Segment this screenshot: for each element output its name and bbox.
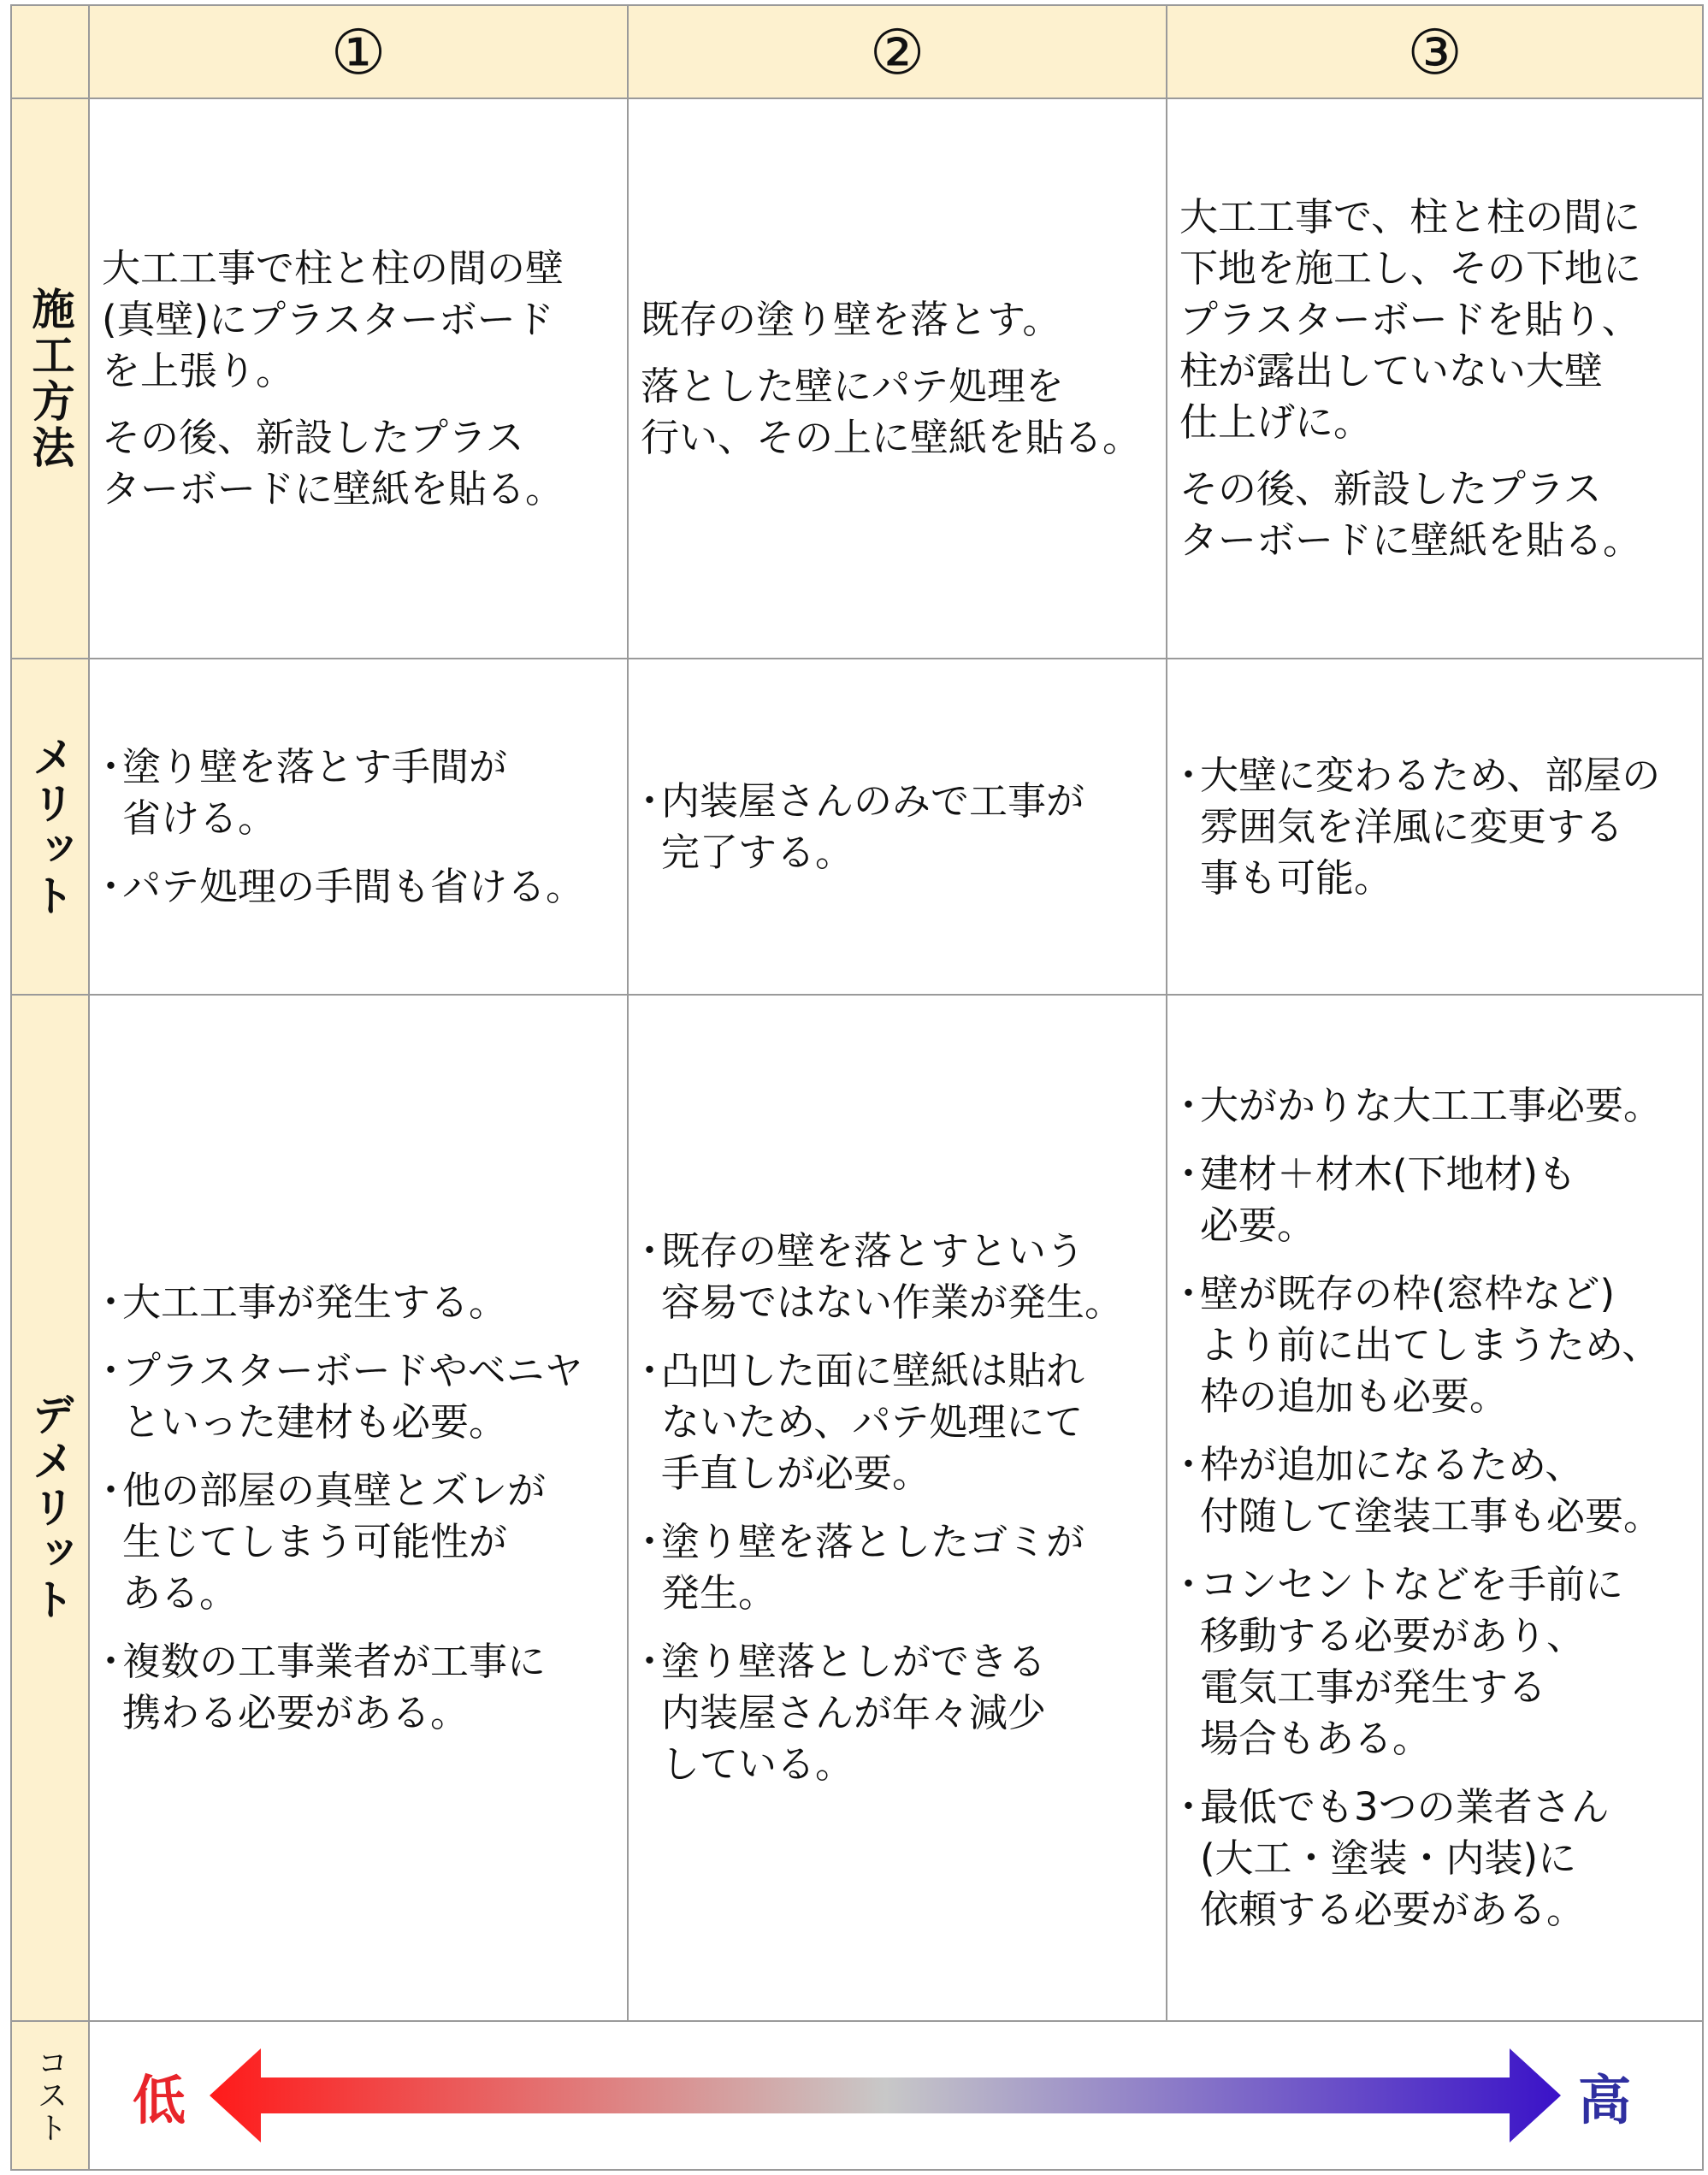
row-header-demerit-label: デメリット bbox=[25, 1392, 75, 1623]
row-header-method-label: 施工方法 bbox=[25, 286, 75, 471]
column-header-2 bbox=[629, 4, 1167, 99]
method-cell-2 bbox=[629, 99, 1167, 659]
merit-cell-1 bbox=[90, 659, 629, 996]
method-text: 落とした壁にパテ処理を 行い、その上に壁紙を貼る。 bbox=[641, 363, 1142, 460]
method-text: 大工工事で、柱と柱の間に 下地を施工し、その下地に プラスターボードを貼り、 柱が露出していない大壁 仕上げに。 bbox=[1179, 193, 1642, 445]
merit-cell-2 bbox=[629, 659, 1167, 996]
merit-cell-3 bbox=[1167, 659, 1704, 996]
demerit-item: ・ コンセントなどを手前に 移動する必要があり、 電気工事が発生する 場合もある。 bbox=[1179, 1559, 1702, 1764]
row-header-merit bbox=[10, 659, 90, 996]
row-header-merit-label: メリット bbox=[25, 734, 75, 919]
row-header-cost-label: コスト bbox=[33, 2047, 68, 2144]
method-text: その後、新設したプラス ターボードに壁紙を貼る。 bbox=[102, 414, 564, 511]
column-header-2-label: ② bbox=[869, 15, 925, 88]
demerit-item: ・ 他の部屋の真壁とズレが 生じてしまう可能性が ある。 bbox=[102, 1465, 627, 1619]
demerit-item: ・ 複数の工事業者が工事に 携わる必要がある。 bbox=[102, 1636, 627, 1739]
cost-scale bbox=[90, 2022, 1704, 2171]
cost-low-label: 低 bbox=[133, 2068, 186, 2131]
column-header-3 bbox=[1167, 4, 1704, 99]
demerit-item: ・ 壁が既存の枠(窓枠など) より前に出てしまうため、 枠の追加も必要。 bbox=[1179, 1268, 1702, 1422]
cost-high-label: 高 bbox=[1578, 2068, 1632, 2131]
demerit-item: ・ 凸凹した面に壁紙は貼れ ないため、パテ処理にて 手直しが必要。 bbox=[641, 1345, 1166, 1499]
demerit-item: ・ 塗り壁を落としたゴミが 発生。 bbox=[641, 1516, 1166, 1619]
demerit-item: ・ 既存の壁を落とすという 容易ではない作業が発生。 bbox=[641, 1226, 1166, 1328]
method-text: その後、新設したプラス ターボードに壁紙を貼る。 bbox=[1179, 465, 1642, 563]
method-text: 大工工事で柱と柱の間の壁 (真壁)にプラスターボード を上張り。 bbox=[102, 245, 564, 393]
comparison-table bbox=[10, 4, 1704, 2171]
row-header-method bbox=[10, 99, 90, 659]
demerit-cell-2 bbox=[629, 996, 1167, 2022]
corner-cell bbox=[10, 4, 90, 99]
method-text: 既存の塗り壁を落とす。 bbox=[641, 296, 1061, 342]
cost-gradient-arrow bbox=[210, 2048, 1561, 2142]
demerit-item: ・ 大工工事が発生する。 bbox=[102, 1277, 627, 1328]
row-header-demerit bbox=[10, 996, 90, 2022]
demerit-cell-1 bbox=[90, 996, 629, 2022]
method-cell-1 bbox=[90, 99, 629, 659]
method-cell-3 bbox=[1167, 99, 1704, 659]
column-header-1-label: ① bbox=[330, 15, 387, 88]
column-header-3-label: ③ bbox=[1407, 15, 1463, 88]
demerit-item: ・ 塗り壁落としができる 内装屋さんが年々減少 している。 bbox=[641, 1636, 1166, 1790]
merit-item: ・ 大壁に変わるため、部屋の 雰囲気を洋風に変更する 事も可能。 bbox=[1179, 750, 1702, 904]
demerit-cell-3 bbox=[1167, 996, 1704, 2022]
row-header-cost bbox=[10, 2022, 90, 2171]
demerit-item: ・ 最低でも3つの業者さん (大工・塗装・内装)に 依頼する必要がある。 bbox=[1179, 1782, 1702, 1936]
merit-item: ・ パテ処理の手間も省ける。 bbox=[102, 861, 627, 913]
demerit-item: ・ プラスターボードやベニヤ といった建材も必要。 bbox=[102, 1345, 627, 1448]
merit-item: ・ 内装屋さんのみで工事が 完了する。 bbox=[641, 776, 1166, 878]
demerit-item: ・ 建材＋材木(下地材)も 必要。 bbox=[1179, 1149, 1702, 1251]
merit-item: ・ 塗り壁を落とす手間が 省ける。 bbox=[102, 742, 627, 844]
demerit-item: ・ 枠が追加になるため、 付随して塗装工事も必要。 bbox=[1179, 1439, 1702, 1542]
demerit-item: ・ 大がかりな大工工事必要。 bbox=[1179, 1080, 1702, 1132]
column-header-1 bbox=[90, 4, 629, 99]
